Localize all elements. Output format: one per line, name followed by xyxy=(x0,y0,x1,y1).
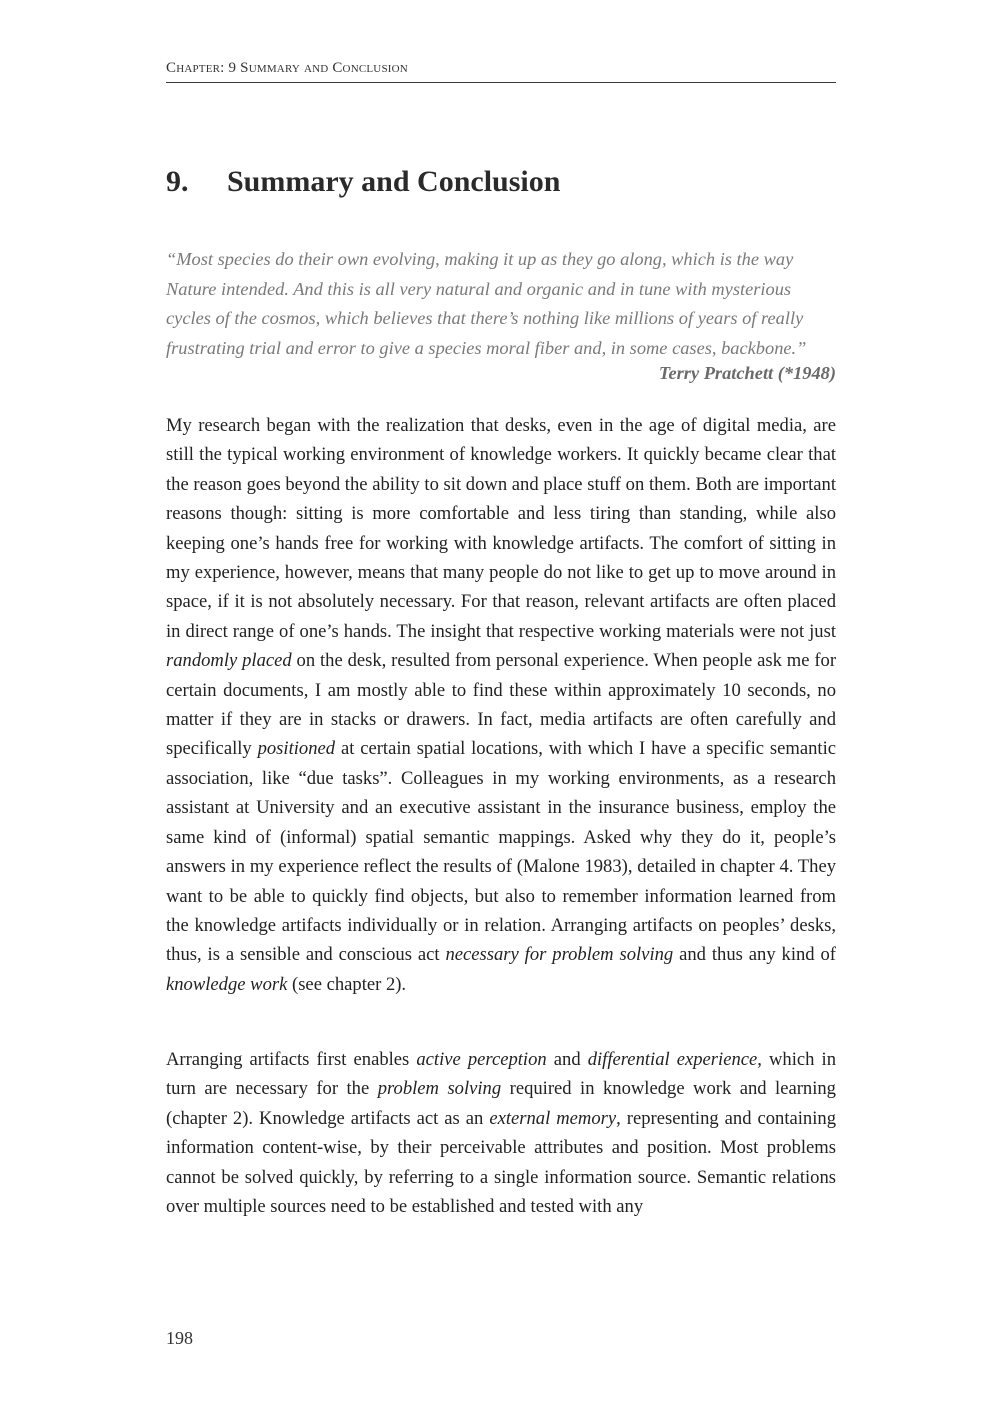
p2-emphasis-active-perception: active perception xyxy=(416,1049,547,1070)
body-paragraph-1 xyxy=(166,411,836,999)
p2-emphasis-problem-solving: problem solving xyxy=(377,1078,502,1100)
running-header xyxy=(166,60,836,83)
p1-text-1: My research began with the realization that desks, even in the age of digital media, are still the typical working environment of knowledge workers. It quickly became clear that the reason goes beyond the ability to sit down and place stuff on them. Both are important reasons though: sitting is more comfortable and less tiring than standing, while also keeping one’s hands free for working with knowledge artifacts. The comfort of sitting in my experience, however, means that many people do not like to get up to move around in space, if it is not absolutely necessary. For that reason, relevant artifacts are often placed in direct range of one’s hands. The insight that respective working materials were not just xyxy=(166,415,836,642)
p1-emphasis-knowledge-work: knowledge work xyxy=(166,973,288,995)
page-number: 198 xyxy=(166,1328,193,1348)
chapter-number: 9. xyxy=(166,165,189,198)
p2-text-3: , which in turn are necessary for the xyxy=(166,1049,836,1100)
p2-text-4: required in knowledge work and learning (chapter 2). Knowledge artifacts act as an xyxy=(166,1078,836,1129)
chapter-title: Summary and Conclusion xyxy=(227,165,561,198)
p2-text-2: and xyxy=(546,1049,588,1070)
p1-text-3: at certain spatial locations, with which I have a specific semantic association, like “due tasks”. Colleagues in my working environments, as a research assistant at University and an executive assistant in the insurance business, employ the same kind of (informal) spatial semantic mappings. Asked why they do it, people’s answers in my experience reflect the results of (Malone 1983), detailed in chapter 4. They want to be able to quickly find objects, but also to remember information learned from the knowledge artifacts individually or in relation. Arranging artifacts on peoples’ desks, thus, is a sensible and conscious act xyxy=(166,738,836,966)
epigraph-quote: “Most species do their own evolving, making it up as they go along, which is the way Nature intended. And this is all very natural and organic and in tune with mysterious cycles of the cosmos, which believes that there’s nothing like millions of years of really frustrating trial and error to give a species moral fiber and, in some cases, backbone.” xyxy=(166,249,807,358)
p2-emphasis-external-memory: external memory xyxy=(489,1107,617,1129)
p2-text-5: , representing and containing information content-wise, by their perceivable attributes and position. Most problems cannot be solved quickly, by referring to a single information source. Semantic relations over multiple sources need to be established and tested with any xyxy=(166,1107,836,1218)
body-paragraph-2 xyxy=(166,1045,836,1221)
p1-emphasis-problem-solving: necessary for problem solving xyxy=(445,944,674,966)
p2-text-1: Arranging artifacts first enables xyxy=(166,1049,417,1070)
p1-text-4: and thus any kind of xyxy=(673,944,837,966)
p1-text-5: (see chapter 2). xyxy=(287,973,407,995)
running-header-title: Chapter: 9 Summary and Conclusion xyxy=(166,60,408,76)
chapter-heading xyxy=(166,165,836,199)
p1-text-2: on the desk, resulted from personal experience. When people ask me for certain documents, I am mostly able to find these within approximately 10 seconds, no matter if they are in stacks or drawers. In fact, media artifacts are often carefully and specifically xyxy=(166,650,837,760)
p2-emphasis-differential-experience: differential experience xyxy=(587,1049,758,1070)
p1-emphasis-positioned: positioned xyxy=(257,738,336,760)
epigraph-author: Terry Pratchett (*1948) xyxy=(658,363,836,383)
p1-emphasis-randomly-placed: randomly placed xyxy=(166,650,292,672)
